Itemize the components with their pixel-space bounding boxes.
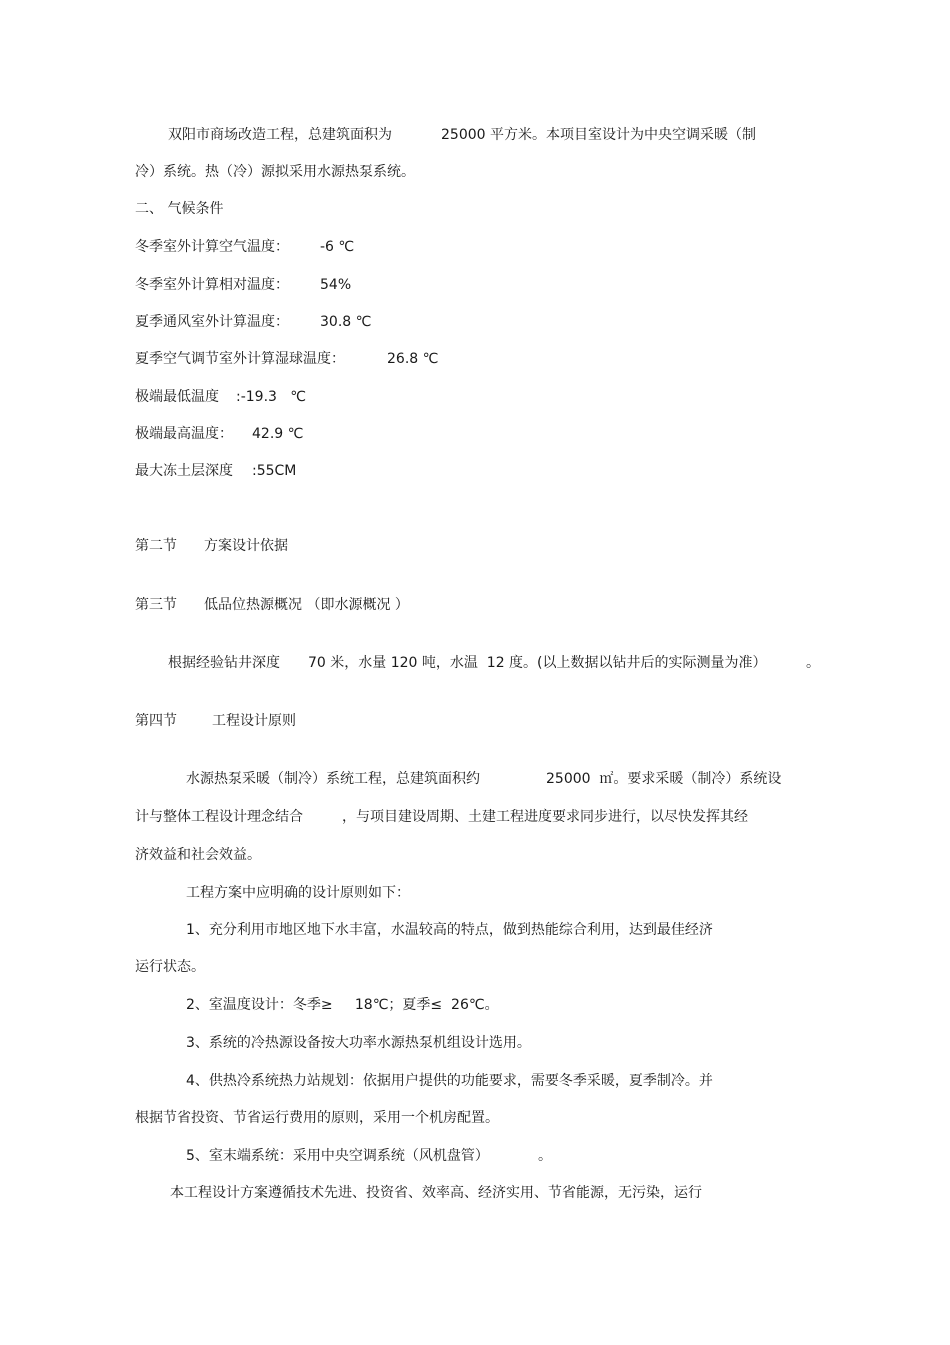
climate-label: 冬季室外计算空气温度： <box>135 239 289 255</box>
section-number: 第四节 <box>135 713 177 729</box>
list-item-text: 根据节省投资、节省运行费用的原则，采用一个机房配置。 <box>135 1110 499 1126</box>
section-title: 工程设计原则 <box>212 713 296 729</box>
paragraph-text: 25000 ㎡。要求采暖（制冷）系统设 <box>546 771 782 787</box>
climate-value: -6 ℃ <box>320 239 355 255</box>
climate-label: 夏季空气调节室外计算湿球温度： <box>135 351 345 367</box>
paragraph-text: 本工程设计方案遵循技术先进、投资省、效率高、经济实用、节省能源，无污染，运行 <box>170 1185 702 1201</box>
climate-item <box>0 461 297 541</box>
paragraph-text: 根据经验钻井深度 <box>168 655 280 671</box>
intro-text-area: 25000 平方米。本项目室设计为中央空调采暖（制 <box>441 127 756 143</box>
list-item-text: 。 <box>538 1148 552 1164</box>
section-number: 第三节 <box>135 597 177 613</box>
climate-label: 最大冻土层深度 <box>135 463 233 479</box>
climate-label: 极端最低温度 <box>135 389 219 405</box>
list-item-text: 3、系统的冷热源设备按大功率水源热泵机组设计选用。 <box>186 1035 531 1051</box>
list-item-text: 运行状态。 <box>135 959 205 975</box>
climate-label: 冬季室外计算相对温度： <box>135 277 289 293</box>
paragraph-text: 济效益和社会效益。 <box>135 847 261 863</box>
intro-text-source: 冷）系统。热（冷）源拟采用水源热泵系统。 <box>135 164 415 180</box>
section-title: 方案设计依据 <box>204 538 288 554</box>
paragraph-text: 70 米，水量 120 吨，水温 12 度。(以上数据以钻井后的实际测量为准） <box>308 655 767 671</box>
paragraph-text: 。 <box>806 655 820 671</box>
climate-label: 极端最高温度： <box>135 426 233 442</box>
section-title: 低品位热源概况 （即水源概况 ） <box>204 597 409 613</box>
climate-value: 30.8 ℃ <box>320 314 372 330</box>
list-item-text: 2、室温度设计：冬季≥ 18℃；夏季≤ 26℃。 <box>186 997 499 1013</box>
list-item-text: 5、室末端系统：采用中央空调系统（风机盘管） <box>186 1148 489 1164</box>
climate-value: 54% <box>320 277 352 293</box>
climate-heading-text: 二、 气候条件 <box>135 201 224 217</box>
climate-label: 夏季通风室外计算温度： <box>135 314 289 330</box>
climate-value: 42.9 ℃ <box>252 426 304 442</box>
paragraph-text: 工程方案中应明确的设计原则如下： <box>186 885 410 901</box>
paragraph-text: 计与整体工程设计理念结合 <box>135 809 303 825</box>
list-item-text: 1、充分利用市地区地下水丰富，水温较高的特点，做到热能综合利用，达到最佳经济 <box>186 922 713 938</box>
climate-value: :-19.3 ℃ <box>236 389 307 405</box>
paragraph-text: ，与项目建设周期、土建工程进度要求同步进行，以尽快发挥其经 <box>342 809 748 825</box>
intro-text: 双阳市商场改造工程，总建筑面积为 <box>168 127 392 143</box>
section-number: 第二节 <box>135 538 177 554</box>
climate-value: :55CM <box>252 463 297 479</box>
paragraph-line <box>0 1183 702 1243</box>
paragraph-text: 水源热泵采暖（制冷）系统工程，总建筑面积约 <box>186 771 480 787</box>
climate-value: 26.8 ℃ <box>387 351 439 367</box>
list-item-text: 4、供热冷系统热力站规划：依据用户提供的功能要求，需要冬季采暖，夏季制冷。并 <box>186 1073 713 1089</box>
